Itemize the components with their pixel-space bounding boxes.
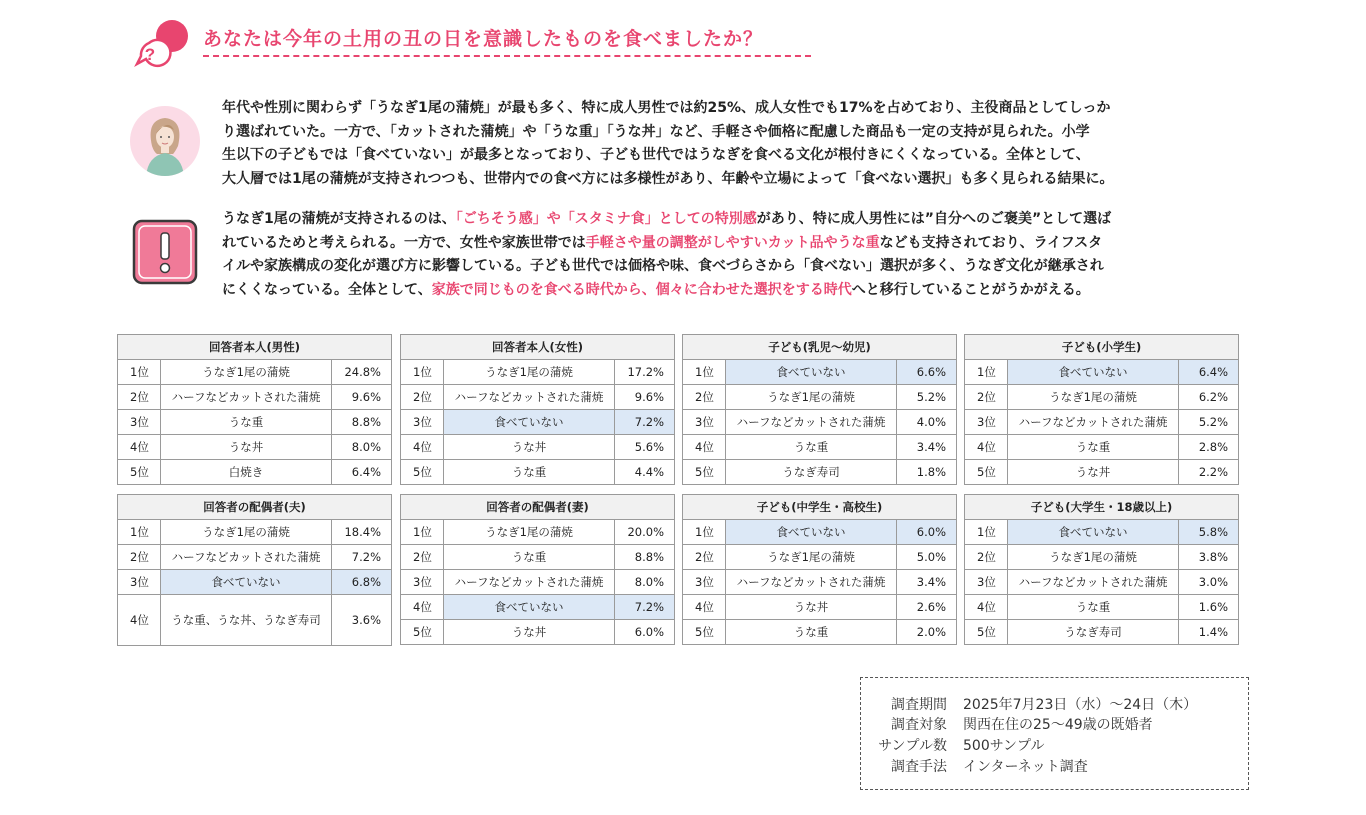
- rank-cell: 2位: [401, 385, 444, 410]
- percent-cell: 5.2%: [1179, 410, 1239, 435]
- table-row: [118, 595, 392, 646]
- item-cell: ハーフなどカットされた蒲焼: [726, 410, 897, 435]
- rank-cell: 3位: [118, 570, 161, 595]
- table-title: 子ども(大学生・18歳以上): [965, 495, 1239, 520]
- table-title: 子ども(乳児〜幼児): [683, 335, 957, 360]
- survey-value: 関西在住の25〜49歳の既婚者: [963, 717, 1153, 733]
- survey-value: 2025年7月23日（水）〜24日（木）: [963, 697, 1198, 713]
- rank-cell: 4位: [401, 595, 444, 620]
- item-cell: うな重: [726, 435, 897, 460]
- percent-cell: 4.4%: [615, 460, 675, 485]
- item-cell: うなぎ1尾の蒲焼: [1008, 545, 1179, 570]
- rank-cell: 1位: [965, 360, 1008, 385]
- item-cell: 白焼き: [161, 460, 332, 485]
- percent-cell: 3.8%: [1179, 545, 1239, 570]
- rank-cell: 2位: [683, 545, 726, 570]
- survey-value: インターネット調査: [963, 759, 1088, 775]
- table-row: [965, 410, 1239, 435]
- item-cell: うな重: [1008, 435, 1179, 460]
- table-title: 回答者本人(男性): [118, 335, 392, 360]
- percent-cell: 7.2%: [615, 595, 675, 620]
- table-row: [683, 545, 957, 570]
- item-cell: 食べていない: [726, 360, 897, 385]
- rank-cell: 5位: [965, 460, 1008, 485]
- rank-cell: 2位: [683, 385, 726, 410]
- percent-cell: 3.6%: [332, 595, 392, 646]
- ranking-table: [682, 334, 957, 485]
- table-row: [683, 520, 957, 545]
- percent-cell: 2.8%: [1179, 435, 1239, 460]
- survey-info-box: [860, 677, 1249, 790]
- table-row: [683, 360, 957, 385]
- rank-cell: 1位: [683, 520, 726, 545]
- exclamation-alert-icon: [132, 219, 198, 285]
- table-row: [118, 385, 392, 410]
- percent-cell: 2.6%: [897, 595, 957, 620]
- insight-paragraph: [222, 208, 1111, 302]
- item-cell: 食べていない: [444, 410, 615, 435]
- percent-cell: 8.8%: [332, 410, 392, 435]
- item-cell: うな重: [1008, 595, 1179, 620]
- item-cell: ハーフなどカットされた蒲焼: [726, 570, 897, 595]
- item-cell: うな重: [444, 460, 615, 485]
- rank-cell: 2位: [401, 545, 444, 570]
- woman-avatar: [130, 106, 200, 176]
- ranking-table: [117, 334, 392, 485]
- rank-cell: 5位: [401, 620, 444, 645]
- table-row: [683, 410, 957, 435]
- table-row: [683, 620, 957, 645]
- percent-cell: 1.6%: [1179, 595, 1239, 620]
- summary-line: 大人層では1尾の蒲焼が支持されつつも、世帯内での食べ方には多様性があり、年齢や立場によって「食べない選択」も多く見られる結果に。: [222, 170, 1114, 187]
- insight-line: うなぎ1尾の蒲焼が支持されるのは、「ごちそう感」や「スタミナ食」としての特別感があり、特に成人男性には”自分へのご褒美”として選ば: [222, 211, 1112, 227]
- table-row: [401, 460, 675, 485]
- item-cell: 食べていない: [726, 520, 897, 545]
- rank-cell: 4位: [965, 435, 1008, 460]
- table-row: [683, 435, 957, 460]
- percent-cell: 6.8%: [332, 570, 392, 595]
- ranking-table: [682, 494, 957, 645]
- percent-cell: 5.6%: [615, 435, 675, 460]
- table-row: [401, 360, 675, 385]
- percent-cell: 8.8%: [615, 545, 675, 570]
- rank-cell: 3位: [401, 570, 444, 595]
- ranking-table: [964, 494, 1239, 645]
- table-row: [401, 385, 675, 410]
- insight-line: イルや家族構成の変化が選び方に影響している。子ども世代では価格や味、食べづらさから「食べない」選択が多く、うなぎ文化が継承され: [222, 258, 1104, 274]
- rank-cell: 2位: [965, 385, 1008, 410]
- table-row: [401, 410, 675, 435]
- rank-cell: 3位: [401, 410, 444, 435]
- rank-cell: 1位: [118, 520, 161, 545]
- item-cell: ハーフなどカットされた蒲焼: [161, 545, 332, 570]
- item-cell: うな重、うな丼、うなぎ寿司: [161, 595, 332, 646]
- item-cell: うな丼: [726, 595, 897, 620]
- percent-cell: 6.4%: [1179, 360, 1239, 385]
- rank-cell: 4位: [683, 435, 726, 460]
- table-row: [118, 460, 392, 485]
- rank-cell: 3位: [965, 410, 1008, 435]
- item-cell: うなぎ寿司: [1008, 620, 1179, 645]
- table-row: [683, 460, 957, 485]
- percent-cell: 8.0%: [332, 435, 392, 460]
- item-cell: うなぎ1尾の蒲焼: [444, 360, 615, 385]
- table-row: [965, 545, 1239, 570]
- table-row: [118, 520, 392, 545]
- item-cell: うなぎ1尾の蒲焼: [161, 360, 332, 385]
- percent-cell: 1.8%: [897, 460, 957, 485]
- item-cell: うなぎ寿司: [726, 460, 897, 485]
- item-cell: うな丼: [444, 435, 615, 460]
- percent-cell: 2.0%: [897, 620, 957, 645]
- table-row: [118, 545, 392, 570]
- table-row: [965, 460, 1239, 485]
- percent-cell: 2.2%: [1179, 460, 1239, 485]
- table-title: 回答者本人(女性): [401, 335, 675, 360]
- percent-cell: 7.2%: [332, 545, 392, 570]
- item-cell: うな重: [444, 545, 615, 570]
- highlight-text: 家族で同じものを食べる時代から、個々に合わせた選択をする時代: [431, 281, 852, 298]
- table-row: [683, 595, 957, 620]
- percent-cell: 4.0%: [897, 410, 957, 435]
- rank-cell: 5位: [683, 460, 726, 485]
- item-cell: うな重: [161, 410, 332, 435]
- rank-cell: 3位: [683, 570, 726, 595]
- item-cell: うなぎ1尾の蒲焼: [1008, 385, 1179, 410]
- table-row: [965, 595, 1239, 620]
- table-row: [118, 360, 392, 385]
- percent-cell: 5.2%: [897, 385, 957, 410]
- rank-cell: 1位: [683, 360, 726, 385]
- percent-cell: 1.4%: [1179, 620, 1239, 645]
- rank-cell: 2位: [118, 545, 161, 570]
- rank-cell: 1位: [401, 520, 444, 545]
- rank-cell: 4位: [118, 435, 161, 460]
- item-cell: ハーフなどカットされた蒲焼: [1008, 410, 1179, 435]
- percent-cell: 6.4%: [332, 460, 392, 485]
- table-row: [965, 520, 1239, 545]
- percent-cell: 6.0%: [615, 620, 675, 645]
- item-cell: 食べていない: [1008, 520, 1179, 545]
- item-cell: うなぎ1尾の蒲焼: [161, 520, 332, 545]
- rank-cell: 3位: [965, 570, 1008, 595]
- rank-cell: 2位: [118, 385, 161, 410]
- percent-cell: 5.0%: [897, 545, 957, 570]
- survey-label: 調査手法: [891, 759, 947, 775]
- item-cell: うなぎ1尾の蒲焼: [726, 385, 897, 410]
- rank-cell: 4位: [965, 595, 1008, 620]
- rank-cell: 4位: [118, 595, 161, 646]
- svg-text:?: ?: [144, 45, 156, 64]
- rank-cell: 1位: [965, 520, 1008, 545]
- table-title: 子ども(小学生): [965, 335, 1239, 360]
- percent-cell: 6.2%: [1179, 385, 1239, 410]
- percent-cell: 3.0%: [1179, 570, 1239, 595]
- table-title: 子ども(中学生・高校生): [683, 495, 957, 520]
- percent-cell: 17.2%: [615, 360, 675, 385]
- rank-cell: 3位: [683, 410, 726, 435]
- item-cell: うな丼: [161, 435, 332, 460]
- rank-cell: 5位: [683, 620, 726, 645]
- insight-line: れているためと考えられる。一方で、女性や家族世帯では手軽さや量の調整がしやすいカット品やうな重なども支持されており、ライフスタ: [222, 234, 1103, 251]
- ranking-table: [964, 334, 1239, 485]
- rank-cell: 3位: [118, 410, 161, 435]
- percent-cell: 24.8%: [332, 360, 392, 385]
- percent-cell: 18.4%: [332, 520, 392, 545]
- table-row: [965, 385, 1239, 410]
- item-cell: ハーフなどカットされた蒲焼: [444, 385, 615, 410]
- survey-label: サンプル数: [878, 738, 947, 754]
- table-row: [118, 435, 392, 460]
- ranking-table: [117, 494, 392, 646]
- summary-paragraph: [222, 97, 1113, 191]
- item-cell: 食べていない: [1008, 360, 1179, 385]
- survey-label: 調査対象: [891, 717, 947, 733]
- rank-cell: 1位: [118, 360, 161, 385]
- item-cell: うなぎ1尾の蒲焼: [444, 520, 615, 545]
- ranking-table: [400, 334, 675, 485]
- rank-cell: 1位: [401, 360, 444, 385]
- table-title: 回答者の配偶者(妻): [401, 495, 675, 520]
- table-row: [401, 595, 675, 620]
- item-cell: うな丼: [444, 620, 615, 645]
- table-row: [965, 360, 1239, 385]
- insight-line: にくくなっている。全体として、家族で同じものを食べる時代から、個々に合わせた選択をする時代へと移行していることがうかがえる。: [222, 281, 1090, 298]
- rank-cell: 5位: [118, 460, 161, 485]
- summary-line: 年代や性別に関わらず「うなぎ1尾の蒲焼」が最も多く、特に成人男性では約25%、成人女性でも17%を占めており、主役商品としてしっか: [222, 100, 1111, 116]
- item-cell: 食べていない: [444, 595, 615, 620]
- table-row: [965, 570, 1239, 595]
- table-title: 回答者の配偶者(夫): [118, 495, 392, 520]
- table-row: [401, 620, 675, 645]
- table-row: [401, 435, 675, 460]
- table-row: [683, 385, 957, 410]
- item-cell: うな丼: [1008, 460, 1179, 485]
- item-cell: ハーフなどカットされた蒲焼: [161, 385, 332, 410]
- table-row: [401, 545, 675, 570]
- table-row: [965, 435, 1239, 460]
- table-row: [118, 410, 392, 435]
- percent-cell: 6.0%: [897, 520, 957, 545]
- percent-cell: 9.6%: [615, 385, 675, 410]
- title-underline: [203, 55, 811, 57]
- item-cell: うな重: [726, 620, 897, 645]
- survey-value: 500サンプル: [963, 738, 1045, 754]
- page-title: あなたは今年の土用の丑の日を意識したものを食べましたか？: [203, 28, 764, 50]
- summary-line: り選ばれていた。一方で、「カットされた蒲焼」や「うな重」「うな丼」など、手軽さや価格に配慮した商品も一定の支持が見られた。小学: [222, 123, 1090, 140]
- item-cell: ハーフなどカットされた蒲焼: [444, 570, 615, 595]
- percent-cell: 3.4%: [897, 570, 957, 595]
- percent-cell: 20.0%: [615, 520, 675, 545]
- rank-cell: 4位: [683, 595, 726, 620]
- highlight-text: 手軽さや量の調整がしやすいカット品やうな重: [585, 234, 880, 251]
- summary-line: 生以下の子どもでは「食べていない」が最多となっており、子ども世代ではうなぎを食べる文化が根付きにくくなっている。全体として、: [222, 147, 1090, 163]
- rank-cell: 4位: [401, 435, 444, 460]
- table-row: [683, 570, 957, 595]
- percent-cell: 9.6%: [332, 385, 392, 410]
- rank-cell: 5位: [965, 620, 1008, 645]
- percent-cell: 7.2%: [615, 410, 675, 435]
- item-cell: うなぎ1尾の蒲焼: [726, 545, 897, 570]
- table-row: [401, 570, 675, 595]
- percent-cell: 8.0%: [615, 570, 675, 595]
- table-row: [401, 520, 675, 545]
- percent-cell: 5.8%: [1179, 520, 1239, 545]
- table-row: [965, 620, 1239, 645]
- rank-cell: 5位: [401, 460, 444, 485]
- rank-cell: 2位: [965, 545, 1008, 570]
- item-cell: ハーフなどカットされた蒲焼: [1008, 570, 1179, 595]
- table-row: [118, 570, 392, 595]
- question-speech-bubble-icon: [132, 18, 192, 70]
- highlight-text: 「ごちそう感」や「スタミナ食」としての特別感: [455, 211, 757, 227]
- item-cell: 食べていない: [161, 570, 332, 595]
- percent-cell: 3.4%: [897, 435, 957, 460]
- ranking-table: [400, 494, 675, 645]
- percent-cell: 6.6%: [897, 360, 957, 385]
- survey-label: 調査期間: [891, 697, 947, 713]
